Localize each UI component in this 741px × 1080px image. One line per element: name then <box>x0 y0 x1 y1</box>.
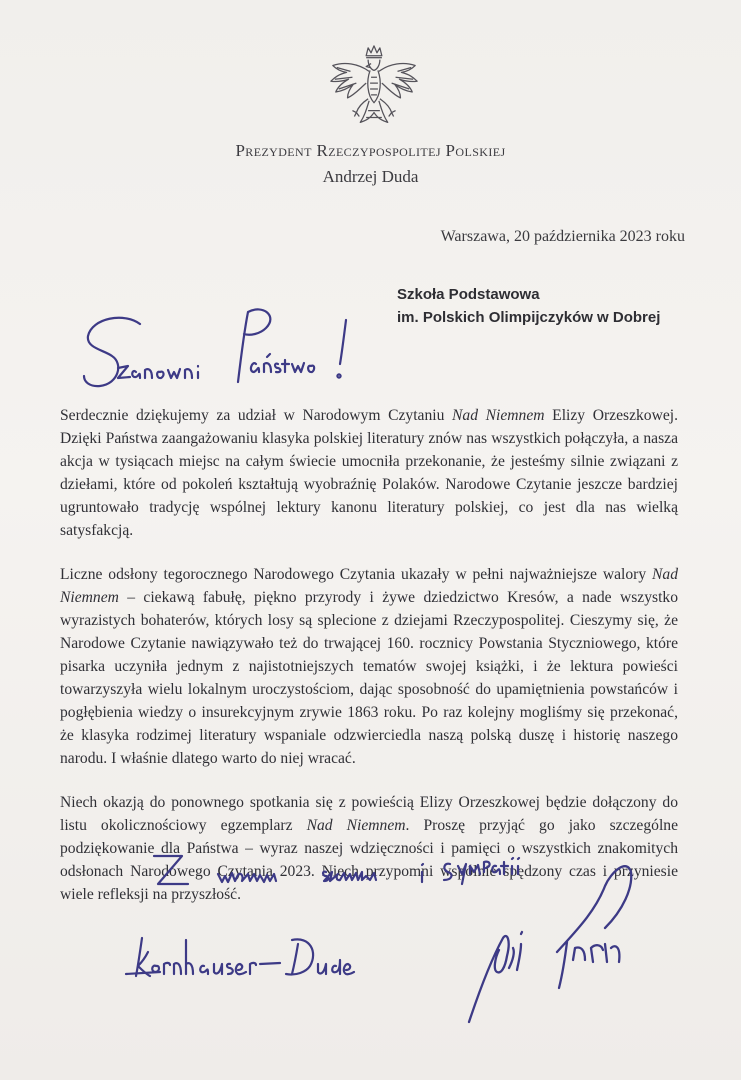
book-title: Nad Niemnem <box>452 407 545 424</box>
book-title: Nad Niemnem <box>306 817 406 834</box>
book-title: Nad Niemnem <box>60 566 678 606</box>
recipient-line-1: Szkoła Podstawowa <box>397 286 540 303</box>
body-paragraph-2: Liczne odsłony tegorocznego Narodowego Czytania ukazały w pełni najważniejsze walory Nad Niemnem – ciekawą fabułę, piękno przyrody i żywe dziedzictwo Kresów, a nade wszystko wyrazistych bohaterów, których losy są splecione z dziejami Rzeczypospolitej. Cieszymy się, że Narodowe Czytanie nawiązywało też do trwającej 160. rocznicy Powstania Styczniowego, które pisarka uczyniła jednym z najistotniejszych tematów swojej książki, i że lektura powieści towarzyszyła wielu lokalnym uroczystościom, dając sposobność do upamiętnienia powstańców i pogłębienia wiedzy o insurekcyjnym zrywie 1863 roku. Po raz kolejny mogliśmy się przekonać, że klasyka rodzimej literatury wspaniale odzwierciedla naszą polską duszę i historię naszego narodu. I właśnie dlatego warto do niej wracać. <box>60 566 678 767</box>
body-paragraph-1: Serdecznie dziękujemy za udział w Narodowym Czytaniu Nad Niemnem Elizy Orzeszkowej. Dzięki Państwa zaangażowaniu klasyka polskiej literatury znów nas wszystkich połączyła, a nasza akcja w tysiącach miejsc na całym świecie umocniła przekonanie, że jesteśmy silnie związani z dziełami, które od pokoleń kształtują wyobraźnię Polaków. Narodowe Czytanie jeszcze bardziej ugruntowało tradycję wspólnej lektury kanonu literatury polskiej, co jest dla nas wielką satysfakcją. <box>60 407 679 539</box>
dateline: Warszawa, 20 października 2023 roku <box>440 228 685 245</box>
recipient-line-2: im. Polskich Olimpijczyków w Dobrej <box>397 309 661 326</box>
body-paragraph-3: Niech okazją do ponownego spotkania się z powieścią Elizy Orzeszkowej będzie dołączony do listu okolicznościowy egzemplarz Nad Niemnem. Proszę przyjąć go jako szczególne podziękowanie dla Państwa – wyraz naszej wdzięczności i pamięci o wszystkich znakomitych odsłonach Narodowego Czytania 2023. Niech przypomni wspólnie spędzony czas i przyniesie wiele refleksji na przyszłość. <box>60 794 678 903</box>
recipient-block <box>397 283 660 329</box>
office-title: Prezydent Rzeczypospolitej Polskiej <box>235 141 506 160</box>
letterhead-name: Andrzej Duda <box>322 167 419 186</box>
letterhead-office <box>0 141 741 161</box>
polish-eagle-emblem <box>325 42 423 140</box>
